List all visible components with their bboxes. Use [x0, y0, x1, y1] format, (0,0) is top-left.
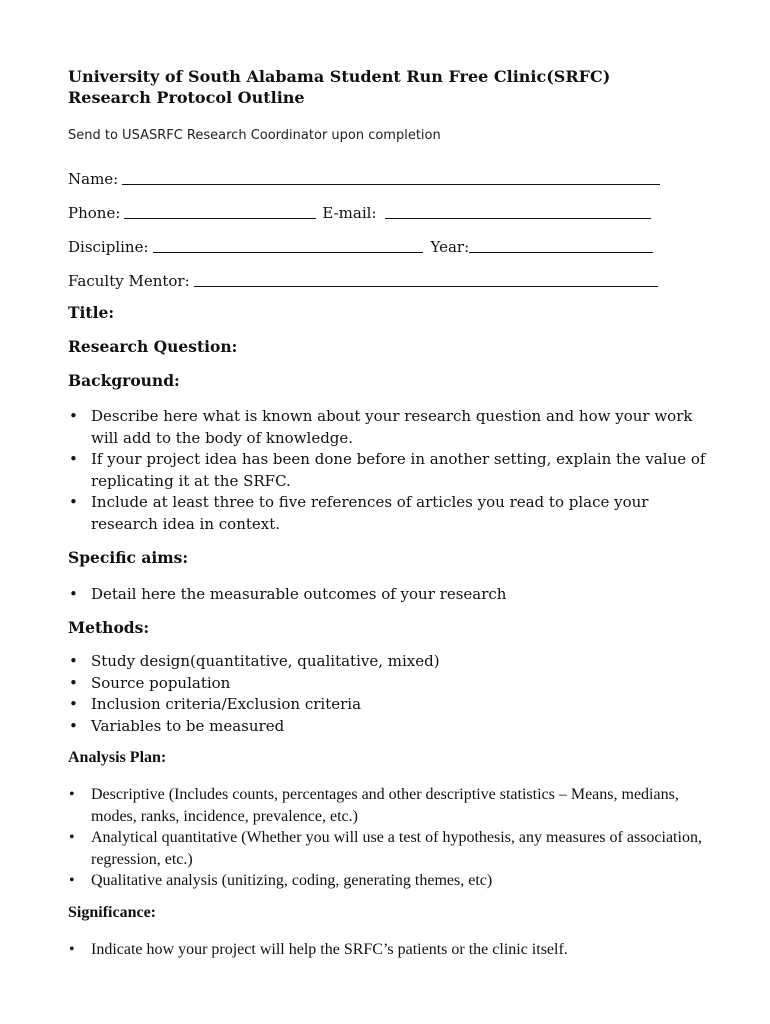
- significance-heading: Significance:: [68, 904, 156, 921]
- specific-aims-list: [68, 584, 708, 606]
- list-item: • Detail here the measurable outcomes of your research: [68, 584, 708, 606]
- submission-instruction: Send to USASRFC Research Coordinator upon completion: [68, 128, 441, 143]
- background-list: [68, 406, 708, 535]
- phone-label: Phone:: [68, 204, 121, 222]
- title-line-1: University of South Alabama Student Run Free Clinic(SRFC): [68, 67, 611, 86]
- name-label: Name:: [68, 170, 119, 188]
- mentor-input-line[interactable]: [194, 286, 658, 287]
- discipline-input-line[interactable]: [153, 252, 423, 253]
- title-heading: Title:: [68, 303, 115, 322]
- discipline-label: Discipline:: [68, 238, 149, 256]
- title-line-2: Research Protocol Outline: [68, 88, 305, 107]
- document-title: [68, 66, 610, 108]
- list-item: • Variables to be measured: [68, 716, 708, 738]
- list-item: • Include at least three to five references of articles you read to place your research idea in context.: [68, 492, 708, 535]
- list-item: • Qualitative analysis (unitizing, coding, generating themes, etc): [68, 870, 708, 892]
- analysis-plan-list: [68, 784, 708, 892]
- list-item: • If your project idea has been done before in another setting, explain the value of replicating it at the SRFC.: [68, 449, 708, 492]
- phone-email-row: [68, 200, 651, 222]
- name-field[interactable]: [68, 166, 660, 188]
- phone-input-line[interactable]: [124, 218, 316, 219]
- methods-list: [68, 651, 708, 737]
- mentor-label: Faculty Mentor:: [68, 272, 190, 290]
- list-item: • Inclusion criteria/Exclusion criteria: [68, 694, 708, 716]
- list-item: • Descriptive (Includes counts, percentages and other descriptive statistics – Means, medians, modes, ranks, incidence, prevalence, etc.): [68, 784, 708, 827]
- name-input-line[interactable]: [122, 184, 660, 185]
- mentor-field[interactable]: [68, 268, 658, 290]
- email-label: E-mail:: [322, 204, 377, 222]
- specific-aims-heading: Specific aims:: [68, 548, 189, 567]
- discipline-year-row: [68, 234, 653, 256]
- year-label: Year:: [430, 238, 470, 256]
- year-input-line[interactable]: [469, 252, 653, 253]
- analysis-plan-heading: Analysis Plan:: [68, 749, 167, 766]
- email-input-line[interactable]: [385, 218, 651, 219]
- significance-list: [68, 939, 708, 961]
- list-item: • Describe here what is known about your research question and how your work will add to the body of knowledge.: [68, 406, 708, 449]
- list-item: • Source population: [68, 673, 708, 695]
- list-item: • Study design(quantitative, qualitative, mixed): [68, 651, 708, 673]
- methods-heading: Methods:: [68, 618, 150, 637]
- list-item: • Indicate how your project will help the SRFC’s patients or the clinic itself.: [68, 939, 708, 961]
- background-heading: Background:: [68, 371, 180, 390]
- research-question-heading: Research Question:: [68, 337, 238, 356]
- list-item: • Analytical quantitative (Whether you will use a test of hypothesis, any measures of association, regression, etc.): [68, 827, 708, 870]
